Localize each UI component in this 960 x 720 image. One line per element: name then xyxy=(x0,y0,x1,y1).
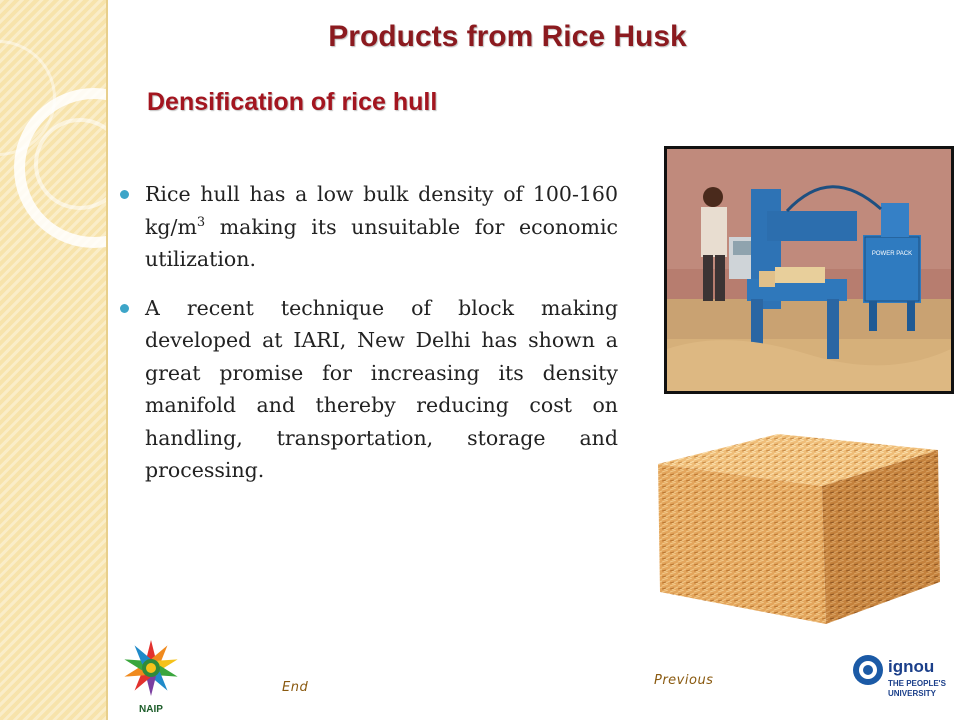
bullet-item xyxy=(118,292,618,487)
decorative-ring-inner xyxy=(34,118,126,210)
bullet-text xyxy=(145,182,618,271)
end-link[interactable]: End xyxy=(282,680,309,695)
bullet-dot-icon xyxy=(120,190,129,199)
ignou-logo-tagline-1: THE PEOPLE'S xyxy=(888,679,946,688)
naip-logo xyxy=(112,638,190,716)
ignou-logo-text: ignou xyxy=(888,657,935,676)
bullet-text-part: A recent technique of block making developed at IARI, New Delhi has shown a great promise for increasing its density manifold and thereby reducing cost on handling, transportation, storage and processing. xyxy=(145,295,618,482)
superscript: 3 xyxy=(196,214,206,230)
ignou-logo xyxy=(850,648,946,716)
bullet-item xyxy=(118,178,618,276)
slide-subtitle: Densification of rice hull xyxy=(147,88,438,116)
naip-logo-text: NAIP xyxy=(139,704,163,715)
bullet-list xyxy=(118,178,618,503)
ignou-logo-tagline-2: UNIVERSITY xyxy=(888,689,937,698)
slide-title: Products from Rice Husk xyxy=(328,20,687,53)
husk-block-graphic xyxy=(638,428,945,630)
naip-logo-graphic xyxy=(112,638,190,716)
decorative-strip xyxy=(0,0,108,720)
machine-photo xyxy=(664,146,954,394)
bullet-text-part: Rice hull has a low bulk density of 100-160 kg/m xyxy=(145,182,618,239)
bullet-text xyxy=(145,296,618,483)
machine-photo-graphic xyxy=(667,149,951,391)
ignou-logo-graphic xyxy=(850,648,946,716)
bullet-dot-icon xyxy=(120,304,129,313)
bullet-text-part: making its unsuitable for economic utilization. xyxy=(145,214,618,271)
strip-edge xyxy=(106,0,108,720)
power-pack-label: POWER PACK xyxy=(871,251,913,257)
husk-block-photo xyxy=(638,428,945,630)
previous-link[interactable]: Previous xyxy=(654,673,714,688)
